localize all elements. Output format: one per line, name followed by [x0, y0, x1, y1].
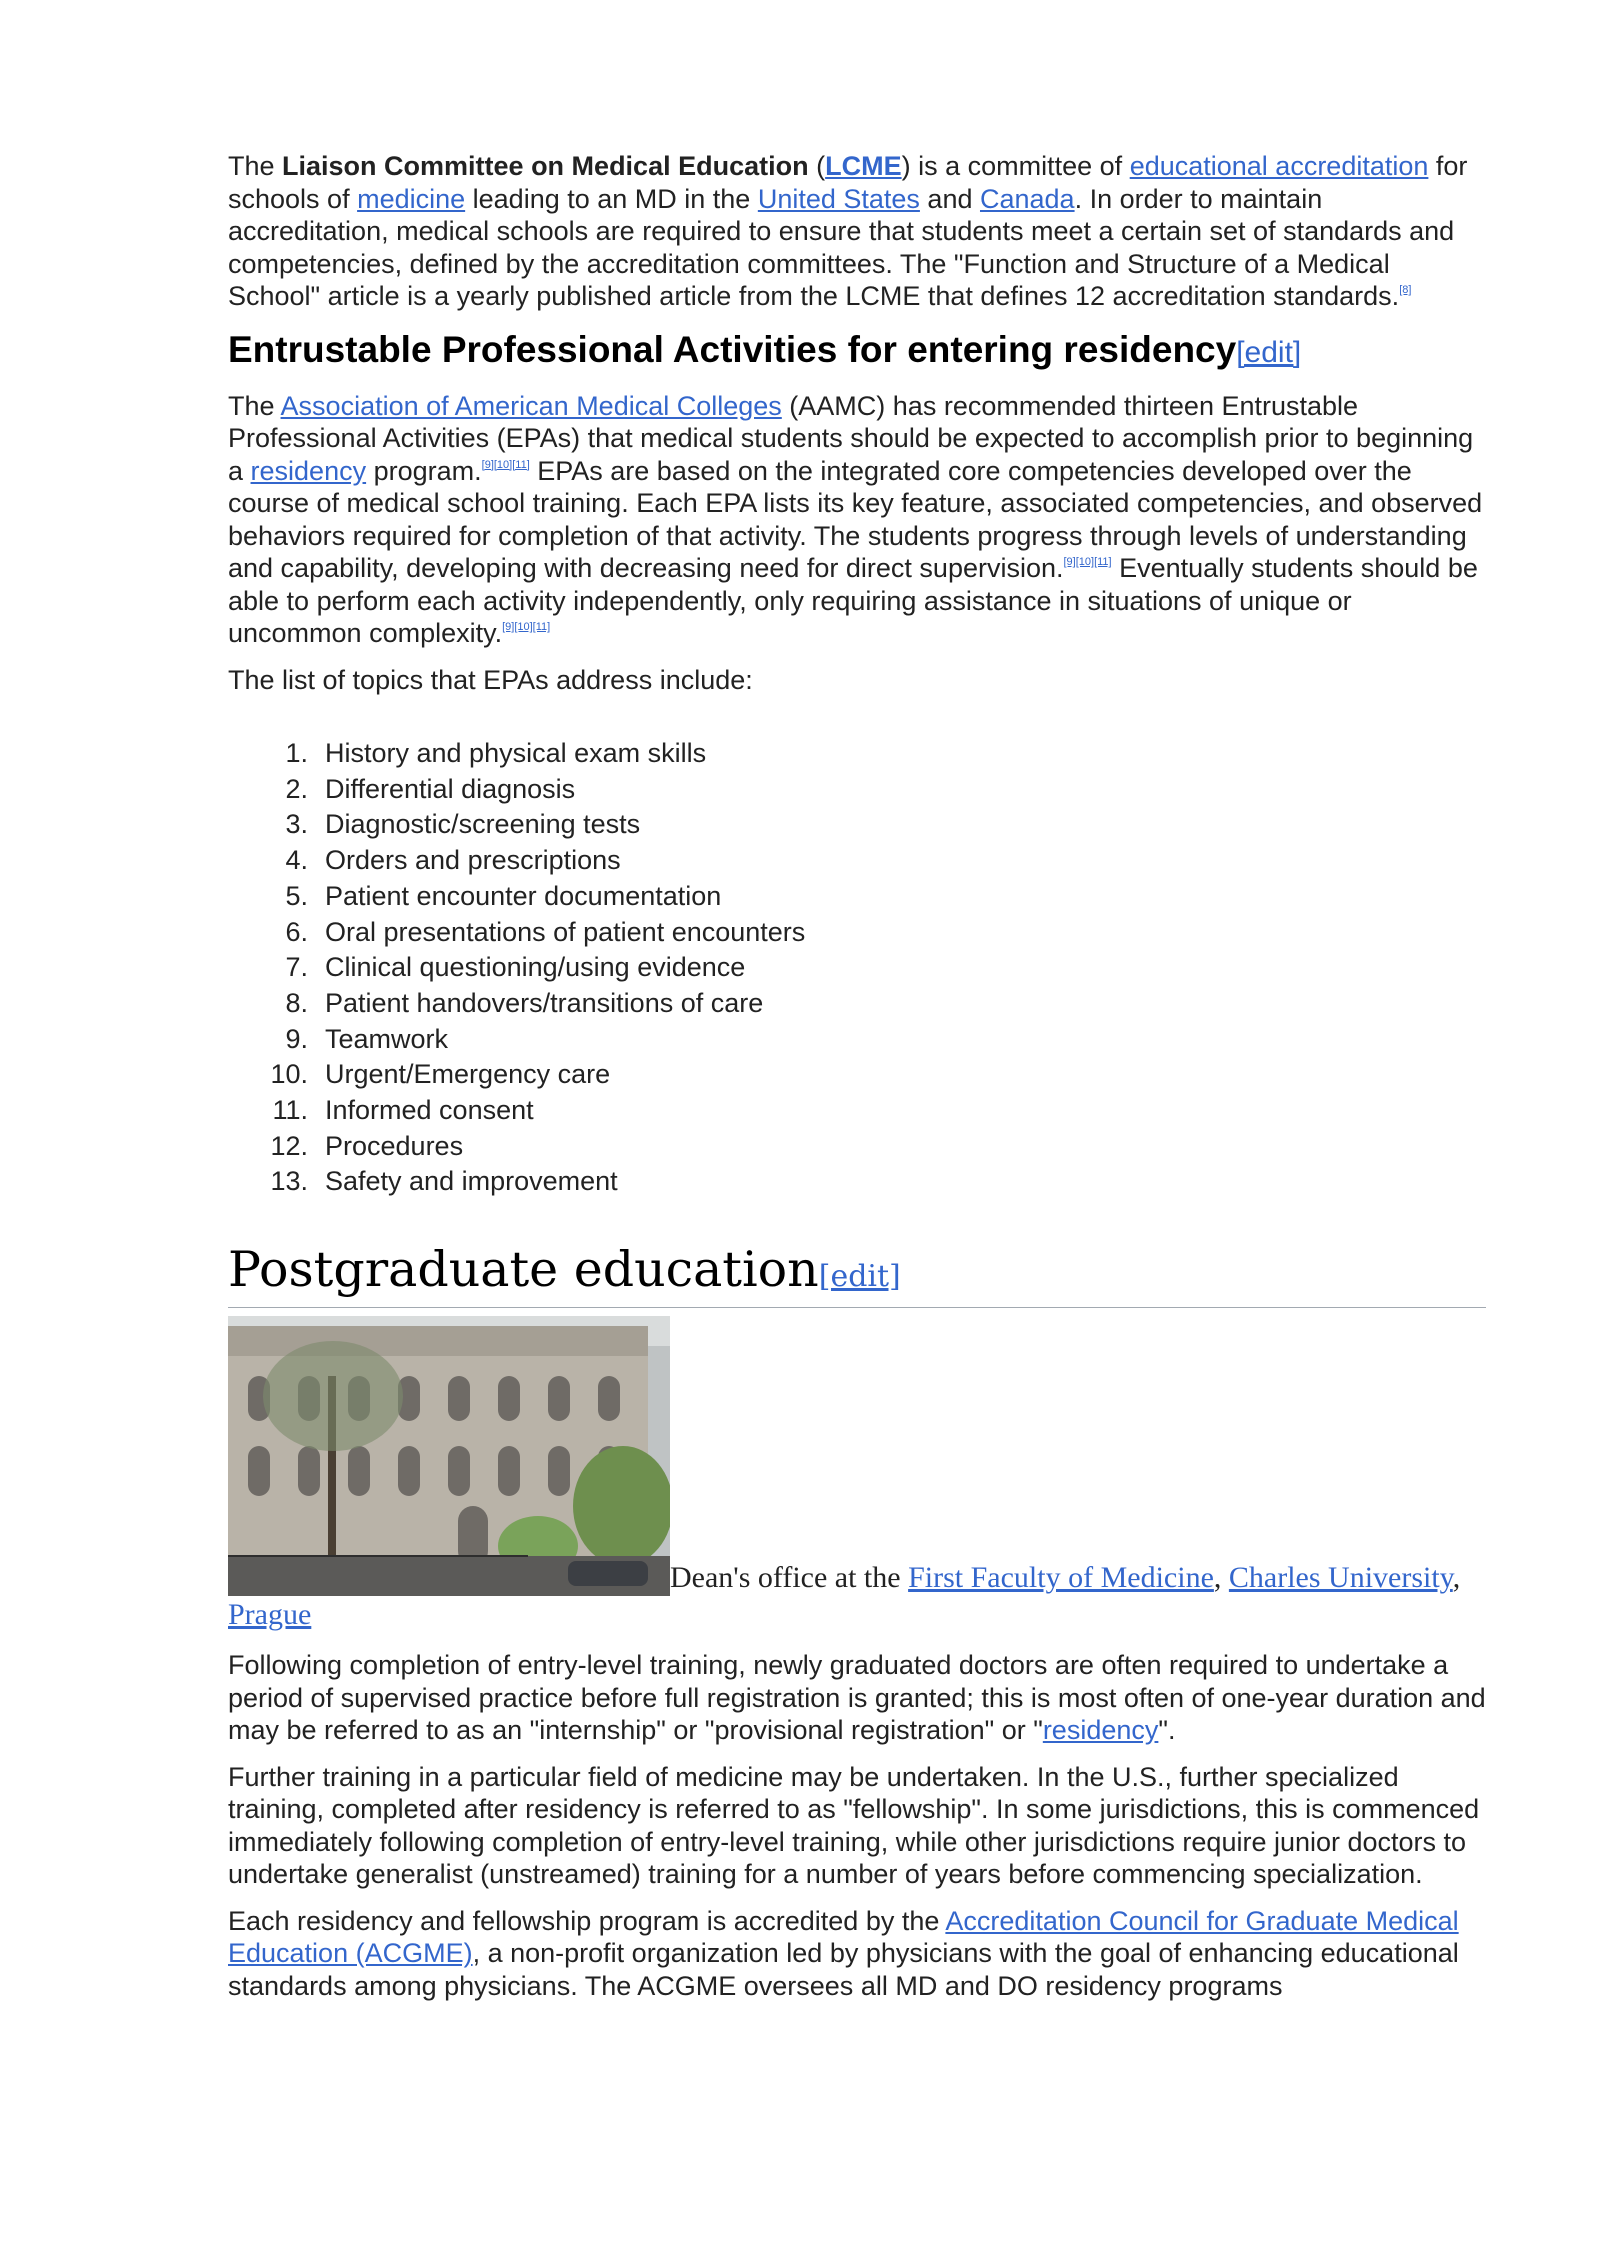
first-faculty-link[interactable]: First Faculty of Medicine	[908, 1561, 1214, 1595]
list-intro: The list of topics that EPAs address include:	[228, 664, 753, 695]
list-item	[228, 1057, 1486, 1093]
item-text: Diagnostic/screening tests	[325, 809, 641, 840]
item-number: 13.	[270, 1166, 308, 1197]
item-text: Oral presentations of patient encounters	[325, 916, 806, 947]
list-item	[228, 879, 1486, 915]
heading-text: Postgraduate education	[228, 1241, 819, 1299]
text: ) is a committee of	[901, 151, 1130, 181]
item-text: Procedures	[325, 1130, 464, 1161]
reference[interactable]	[1399, 284, 1411, 296]
reference-link[interactable]: [9][10][11]	[481, 458, 530, 471]
item-number: 8.	[285, 987, 308, 1018]
list-item	[228, 915, 1486, 951]
acgme-link[interactable]: Accreditation Council for Graduate Medical Education (ACGME)	[228, 1905, 1459, 1969]
text: leading to an MD in the	[465, 183, 758, 214]
item-text: History and physical exam skills	[325, 738, 707, 768]
postgrad-paragraph-3	[228, 1905, 1486, 2003]
epa-paragraph	[228, 390, 1486, 650]
list-item	[228, 843, 1486, 879]
text: and	[919, 183, 980, 214]
item-number: 4.	[285, 845, 308, 876]
residency-link[interactable]: residency	[1042, 1715, 1159, 1746]
item-number: 5.	[285, 880, 308, 911]
epa-list	[228, 736, 1486, 1200]
item-text: Patient handovers/transitions of care	[325, 987, 764, 1018]
text: ".	[1158, 1715, 1176, 1746]
reference-link[interactable]: [9][10][11]	[1063, 556, 1112, 568]
item-number: 3.	[285, 809, 308, 840]
text: (	[808, 151, 826, 181]
item-text: Safety and improvement	[325, 1166, 618, 1197]
text: program.	[366, 455, 482, 486]
item-text: Orders and prescriptions	[325, 845, 621, 876]
item-number: 10.	[270, 1059, 308, 1090]
text: for schools of	[228, 151, 1468, 214]
text: Each residency and fellowship program is accredited by the	[228, 1905, 946, 1936]
caption-text: Dean's office at the	[670, 1561, 909, 1595]
list-item	[228, 772, 1486, 808]
prague-link[interactable]: Prague	[228, 1598, 312, 1632]
item-number: 2.	[285, 773, 308, 804]
list-item	[228, 807, 1486, 843]
lcme-link[interactable]: LCME	[825, 151, 902, 181]
list-item	[228, 950, 1486, 986]
reference[interactable]	[482, 459, 530, 471]
item-number: 6.	[285, 916, 308, 947]
list-item	[228, 1022, 1486, 1058]
item-number: 11.	[272, 1095, 308, 1126]
postgrad-heading	[228, 1240, 1486, 1308]
postgrad-paragraph-2: Further training in a particular field of medicine may be undertaken. In the U.S., further specialized training, completed after residency is referred to as "fellowship". In some jurisdictions, this is commenced immediately following completion of entry-level training, while other jurisdictions require junior doctors to undertake generalist (unstreamed) training for a number of years before commencing specialization.	[228, 1761, 1480, 1890]
text: (AAMC) has recommended thirteen Entrustable Professional Activities (EPAs) that medical students should be expected to accomplish prior to beginning a	[228, 390, 1474, 486]
item-number: 7.	[285, 952, 308, 983]
text: Following completion of entry-level training, newly graduated doctors are often required to undertake a period of supervised practice before full registration is granted; this is most often of one-year duration and may be referred to as an "internship" or "provisional registration" or "	[228, 1650, 1486, 1746]
charles-university-link[interactable]: Charles University	[1228, 1561, 1453, 1595]
lcme-full-name: Liaison Committee on Medical Education	[282, 151, 809, 181]
medicine-link[interactable]: medicine	[357, 183, 466, 214]
united-states-link[interactable]: United States	[757, 183, 920, 214]
reference[interactable]	[502, 621, 550, 633]
item-text: Clinical questioning/using evidence	[325, 952, 746, 983]
list-item	[228, 1093, 1486, 1129]
article-body	[228, 150, 1486, 2016]
reference-link[interactable]: [9][10][11]	[502, 621, 551, 633]
text: The	[228, 151, 283, 181]
edit-link[interactable]: [edit]	[818, 1259, 901, 1295]
text: Eventually students should be able to perform each activity independently, only requiring assistance in situations of unique or uncommon complexity.	[228, 553, 1478, 648]
caption-text: ,	[1452, 1561, 1461, 1595]
item-number: 12.	[270, 1130, 308, 1161]
list-item	[228, 986, 1486, 1022]
intro-paragraph	[228, 150, 1486, 313]
edit-link[interactable]: [edit]	[1236, 335, 1302, 369]
reference[interactable]	[1064, 556, 1112, 568]
item-text: Differential diagnosis	[325, 773, 576, 804]
item-text: Teamwork	[325, 1023, 449, 1054]
residency-link[interactable]: residency	[250, 455, 367, 486]
canada-link[interactable]: Canada	[979, 183, 1075, 214]
postgrad-paragraph-1	[228, 1649, 1486, 1747]
item-text: Patient encounter documentation	[325, 880, 722, 911]
list-item	[228, 736, 1486, 772]
aamc-link[interactable]: Association of American Medical Colleges	[280, 390, 782, 421]
educational-accreditation-link[interactable]: educational accreditation	[1129, 151, 1429, 181]
text: , a non-profit organization led by physicians with the goal of enhancing educational standards among physicians. The ACGME oversees all MD and DO residency programs	[228, 1938, 1459, 2001]
text: The	[228, 390, 281, 421]
item-number: 9.	[285, 1023, 308, 1054]
reference-link[interactable]: [8]	[1399, 284, 1412, 296]
figure	[228, 1316, 1486, 1633]
building-photo[interactable]	[228, 1316, 670, 1596]
item-text: Informed consent	[325, 1095, 534, 1126]
caption-text: ,	[1213, 1561, 1229, 1595]
item-number: 1.	[285, 738, 308, 768]
item-text: Urgent/Emergency care	[325, 1059, 611, 1090]
epa-heading	[228, 327, 1486, 376]
list-item	[228, 1129, 1486, 1165]
text: . In order to maintain accreditation, medical schools are required to ensure that students meet a certain set of standards and competencies, defined by the accreditation committees. The "Function and Structure of a Medical School" article is a yearly published article from the LCME that defines 12 accreditation standards.	[228, 183, 1455, 311]
text: EPAs are based on the integrated core competencies developed over the course of medical school training. Each EPA lists its key feature, associated competencies, and observed behaviors required for completion of that activity. The students progress through levels of understanding and capability, developing with decreasing need for direct supervision.	[228, 455, 1483, 583]
heading-text: Entrustable Professional Activities for entering residency	[228, 328, 1237, 370]
list-item	[228, 1164, 1486, 1200]
